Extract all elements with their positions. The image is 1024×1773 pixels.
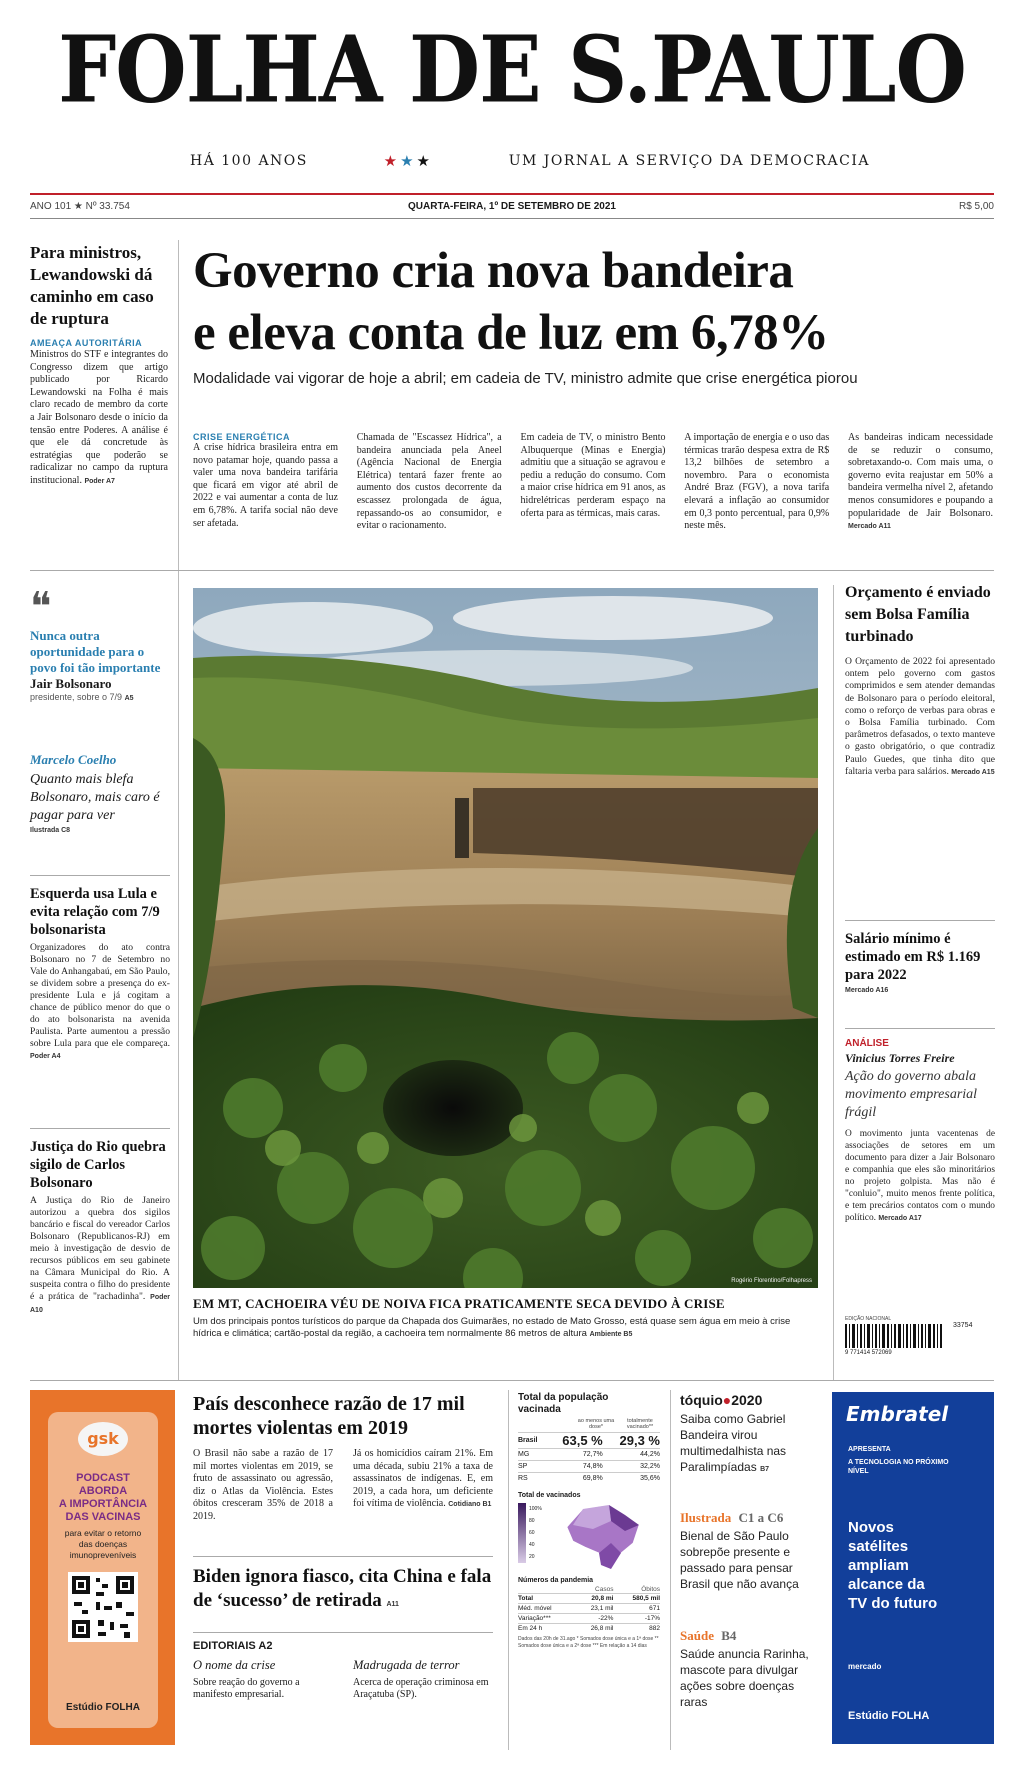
main-ref[interactable]: Mercado A11 xyxy=(848,523,891,531)
pandemic-cases: 26,8 mil xyxy=(590,1625,614,1632)
left-brief-headline[interactable]: Para ministros, Lewandowski dá caminho em caso de ruptura xyxy=(30,243,154,328)
editorials-label: EDITORIAIS A2 xyxy=(193,1640,273,1652)
qr-code-icon[interactable] xyxy=(68,1572,138,1642)
column-ref[interactable]: Ilustrada C8 xyxy=(30,827,71,834)
main-headline[interactable] xyxy=(193,240,993,364)
right-story1-ref[interactable]: Mercado A15 xyxy=(951,768,995,776)
gsk-ad-line6: das doenças xyxy=(78,1539,128,1549)
legend-label: 40 xyxy=(529,1542,535,1548)
barcode-top: EDIÇÃO NACIONAL xyxy=(845,1316,892,1322)
ilustrada-pages: C1 a C6 xyxy=(738,1510,784,1525)
main-story-columns xyxy=(193,432,993,534)
editorial2-title[interactable]: Madrugada de terror xyxy=(353,1658,460,1672)
main-col-4 xyxy=(684,432,829,534)
edition-number: ANO 101 ★ Nº 33.754 xyxy=(30,201,130,212)
divider xyxy=(30,1128,170,1129)
vaccine-row xyxy=(518,1433,660,1449)
barcode xyxy=(845,1316,995,1361)
legend-label: 60 xyxy=(529,1530,535,1536)
analysis-body: O movimento junta vacentenas de associações de setores em um documento para dizer a Jair Bolsonaro e companhia que eles são minoritários no projeto golpista. Mas não é "conluio", muito menos frente política, e tem precários contatos com o mundo político. Mercado A17 xyxy=(845,1129,995,1223)
bottom-section-rule xyxy=(30,1380,994,1381)
bottom-story1 xyxy=(193,1392,493,1524)
embratel-footer: Estúdio FOLHA xyxy=(848,1710,930,1722)
waterfall-canyon-photo xyxy=(193,588,818,1288)
analysis-block xyxy=(845,1038,995,1225)
divider xyxy=(845,920,995,921)
editorial2-body: Acerca de operação criminosa em Araçatuba (SP). xyxy=(353,1677,489,1700)
masthead-left-tag: HÁ 100 ANOS xyxy=(190,153,308,169)
barcode-icon xyxy=(845,1324,945,1348)
divider xyxy=(845,1028,995,1029)
left-story2 xyxy=(30,885,170,1063)
tokyo-block xyxy=(680,1392,820,1478)
tokyo-year: 2020 xyxy=(731,1392,763,1408)
vaccine-legend xyxy=(518,1503,548,1563)
dateline-rule xyxy=(30,218,994,219)
right-story2 xyxy=(845,930,995,994)
saude-block xyxy=(680,1628,820,1710)
main-deck: Modalidade vai vigorar de hoje a abril; em cadeia de TV, ministro admite que crise energética piorou xyxy=(193,370,858,387)
editorial1-body: Sobre reação do governo a manifesto empresarial. xyxy=(193,1677,300,1700)
pandemic-deaths: 580,5 mil xyxy=(632,1595,660,1602)
main-kicker: CRISE ENERGÉTICA xyxy=(193,432,291,442)
legend-label: 20 xyxy=(529,1554,535,1560)
main-col-text: A crise hídrica brasileira entra em novo patamar hoje, quando passa a valer uma nova bandeira tarifária que ficará em vigor até abril de 2022 e vai aumentar a conta de luz em 6,78%. A tarifa social não deve ser afetada. xyxy=(193,442,338,529)
analysis-label: ANÁLISE xyxy=(845,1038,889,1049)
legend-label: 100% xyxy=(529,1506,542,1512)
tokyo-ref: B7 xyxy=(760,1466,770,1473)
ilustrada-text[interactable]: Bienal de São Paulo sobrepõe presente e passado para pensar Brasil que não avança xyxy=(680,1529,799,1591)
tokyo-brand: tóquio xyxy=(680,1392,723,1408)
pandemic-row xyxy=(518,1614,660,1624)
gsk-logo-text: gsk xyxy=(87,1429,119,1448)
left-brief-ref[interactable]: Poder A7 xyxy=(84,477,115,485)
divider xyxy=(193,1556,493,1557)
bottom-story2-ref[interactable]: A11 xyxy=(386,1601,399,1608)
price: R$ 5,00 xyxy=(958,201,994,212)
main-col-text: Em cadeia de TV, o ministro Bento Albuquerque (Minas e Energia) admitiu que a situação se agravou e pediu a redução do consumo. Com a maior crise hídrica em 91 anos, as hidrelétricas perderam espaço na oferta para as térmicas, mais caras. xyxy=(520,432,666,519)
gsk-ad-line3: A IMPORTÂNCIA xyxy=(58,1498,148,1510)
pandemic-cases: 20,8 mi xyxy=(591,1595,614,1602)
photo-caption-body: Um dos principais pontos turísticos do parque da Chapada dos Guimarães, no estado de Mato Grosso, está quase sem água em meio à crise hídrica e climática; cartão-postal da região, a cachoeira tem normalmente 86 metros de altura Ambiente B5 xyxy=(193,1316,791,1339)
editorials xyxy=(193,1640,493,1701)
bottom-story2-headline[interactable]: Biden ignora fiasco, cita China e fala de ‘sucesso’ de retirada A11 xyxy=(193,1566,492,1611)
left-story2-body: Organizadores do ato contra Bolsonaro no 7 de Setembro no Vale do Anhangabaú, em São Paulo, se dividem sobre a presença do ex-presidente Lula e já cogitam a chance de público menor do que o do ato bolsonarista na avenida Paulista. Parte aumentou a pressão sobre Lula para que ele compareça. Poder A4 xyxy=(30,942,170,1060)
right-story1-headline[interactable]: Orçamento é enviado sem Bolsa Família turbinado xyxy=(845,584,991,645)
main-col-2 xyxy=(357,432,502,534)
section-rule xyxy=(30,570,994,571)
pandemic-label: Em 24 h xyxy=(518,1625,543,1632)
bottom-story1-headline[interactable]: País desconhece razão de 17 mil mortes violentas em 2019 xyxy=(193,1393,465,1439)
stars-icon: ★★★ xyxy=(383,152,433,170)
vaccine-place: RS xyxy=(518,1475,528,1482)
gsk-ad-line5: para evitar o retorno xyxy=(64,1528,142,1538)
embratel-ad[interactable] xyxy=(832,1392,994,1744)
left-story3 xyxy=(30,1138,170,1317)
divider xyxy=(193,1632,493,1633)
quote-mark-icon: ❝ xyxy=(30,584,52,630)
right-story1-body: O Orçamento de 2022 foi apresentado ontem pelo governo com gastos comprimidos e sem atender demandas de Bolsonaro para o período eleitoral, como o reforço de verbas para obras e o Bolsa Família turbinado. Com parâmetros defasados, o texto manteve o gasto obrigatório, o que contradiz Paulo Guedes, que tinha dito que faltaria verba para salários. Mercado A15 xyxy=(845,656,995,777)
analysis-ref[interactable]: Mercado A17 xyxy=(878,1215,922,1222)
pandemic-deaths: 882 xyxy=(649,1625,660,1632)
pandemic-head-cases: Casos xyxy=(595,1586,614,1593)
vaccine-dose2: 44,2% xyxy=(640,1451,660,1458)
main-col-text: Chamada de "Escassez Hídrica", a bandeira anunciada pela Aneel (Agência Nacional de Energia Elétrica) tentará fazer frente ao aumento dos custos decorrente da escassez prolongada de água, repassando-os ao consumidor, e evitar o racionamento. xyxy=(356,432,502,532)
divider xyxy=(30,875,170,876)
vaccine-row xyxy=(518,1461,660,1473)
barcode-number: 9 771414 572069 xyxy=(845,1350,892,1356)
vaccine-row xyxy=(518,1449,660,1461)
vaccine-row xyxy=(518,1473,660,1485)
column-author: Marcelo Coelho xyxy=(30,752,117,767)
column-divider xyxy=(670,1390,671,1750)
pandemic-row xyxy=(518,1594,660,1604)
gsk-ad-line7: imunopreveníveis xyxy=(69,1550,137,1560)
pandemic-head-deaths: Óbitos xyxy=(641,1586,660,1593)
main-headline-line1: Governo cria nova bandeira xyxy=(193,243,794,299)
vaccine-dose2: 32,2% xyxy=(640,1463,660,1470)
left-story3-ref[interactable]: Poder A10 xyxy=(30,1294,170,1314)
gsk-ad-card xyxy=(48,1412,158,1728)
bottom-story1-col2: Já os homicídios caíram 21%. Em uma década, subiu 21% a taxa de assassinatos de indígenas. E, em 2019, a cada hora, um deficiente foi vítima de violência. Cotidiano B1 xyxy=(353,1448,493,1510)
column-divider xyxy=(178,240,179,1380)
main-story xyxy=(193,240,993,387)
masthead-rule xyxy=(30,193,994,195)
quote-ref[interactable]: A5 xyxy=(124,695,134,702)
embratel-section: mercado xyxy=(848,1662,882,1671)
embratel-tag2: A TECNOLOGIA NO PRÓXIMO NÍVEL xyxy=(848,1459,949,1475)
pandemic-title: Números da pandemia xyxy=(518,1577,594,1584)
gsk-ad[interactable] xyxy=(30,1390,175,1745)
legend-label: 80 xyxy=(529,1518,535,1524)
brazil-map-icon[interactable] xyxy=(563,1503,643,1573)
edition-date: QUARTA-FEIRA, 1º DE SETEMBRO DE 2021 xyxy=(408,201,616,212)
left-story3-body: A Justiça do Rio de Janeiro autorizou a quebra dos sigilos bancário e fiscal do vereador Carlos Bolsonaro (Republicanos-RJ) em meio à investigação de desvio de recursos públicos em seu gabinete na Câmara Municipal do Rio. A suspeita contra o filho do presidente é a prática de "rachadinha". Poder A10 xyxy=(30,1195,170,1314)
pandemic-table xyxy=(518,1586,660,1633)
vaccine-col-head2: totalmente vacinado** xyxy=(626,1418,654,1430)
left-brief xyxy=(30,242,168,489)
pandemic-head-label xyxy=(518,1586,575,1594)
dateline xyxy=(30,200,994,216)
pandemic-cases: -22% xyxy=(598,1615,614,1622)
main-col-5 xyxy=(848,432,993,534)
vaccine-table xyxy=(518,1432,660,1484)
newspaper-title[interactable]: FOLHA DE S.PAULO xyxy=(58,16,966,124)
ilustrada-block xyxy=(680,1510,820,1592)
ilustrada-label: Ilustrada xyxy=(680,1510,732,1525)
gsk-logo xyxy=(78,1422,128,1456)
bottom-story2 xyxy=(193,1565,493,1617)
photo-caption xyxy=(193,1296,818,1341)
photo-caption-ref[interactable]: Ambiente B5 xyxy=(589,1331,633,1338)
left-story3-headline[interactable]: Justiça do Rio quebra sigilo de Carlos Bolsonaro xyxy=(30,1139,166,1191)
barcode-issue: 33754 xyxy=(953,1322,973,1329)
editorial1-title[interactable]: O nome da crise xyxy=(193,1658,276,1672)
quote-author: Jair Bolsonaro xyxy=(30,676,112,691)
column-divider xyxy=(508,1390,509,1750)
vaccine-dose1: 63,5 % xyxy=(562,1433,603,1448)
vaccine-col-head1: ao menos uma dose* xyxy=(577,1418,615,1430)
tokyo-text[interactable]: Saiba como Gabriel Bandeira virou multimedalhista nas Paralimpíadas B7 xyxy=(680,1412,787,1474)
left-brief-kicker: AMEAÇA AUTORITÁRIA xyxy=(30,338,143,348)
vaccine-dose2: 29,3 % xyxy=(619,1433,660,1448)
gsk-ad-line4: DAS VACINAS xyxy=(65,1511,141,1523)
analysis-author: Vinicius Torres Freire xyxy=(845,1051,955,1065)
main-photo[interactable] xyxy=(193,588,818,1288)
vaccine-box xyxy=(518,1392,660,1649)
embratel-headline: Novos satélites ampliam alcance da TV do futuro xyxy=(848,1519,938,1612)
gsk-ad-footer: Estúdio FOLHA xyxy=(66,1702,140,1713)
quote-block xyxy=(30,584,170,702)
column-block xyxy=(30,752,170,834)
quote-role: presidente, sobre o 7/9 xyxy=(30,692,123,702)
vaccine-place: SP xyxy=(518,1463,528,1470)
analysis-title[interactable]: Ação do governo abala movimento empresarial frágil xyxy=(845,1069,978,1120)
main-col-text: As bandeiras indicam necessidade de se reduzir o consumo, sobretaxando-o. Com mais uma, o governo evita reajustar em 50% a bandeira vermelha nível 2, afetando menos consumidores e poupando a popularidade de Jair Bolsonaro. Mercado A11 xyxy=(848,432,993,531)
bottom-story1-col1: O Brasil não sabe a razão de 17 mil mortes violentas em 2019, se fruto de assassinato ou agressão, diz o Atlas da Violência. Estes óbitos cresceram 35% de 2018 a 2019. xyxy=(193,1448,333,1522)
gsk-ad-line1: PODCAST xyxy=(76,1472,130,1484)
column-text[interactable]: Quanto mais blefa Bolsonaro, mais caro é pagar para ver xyxy=(30,772,160,823)
masthead xyxy=(0,16,1024,170)
column-divider xyxy=(833,585,834,1380)
vaccine-dose2: 35,6% xyxy=(640,1475,660,1482)
saude-text[interactable]: Saúde anuncia Rarinha, mascote para divulgar ações sobre doenças raras xyxy=(680,1647,809,1709)
vaccine-dose1: 72,7% xyxy=(582,1451,603,1458)
photo-caption-title: EM MT, CACHOEIRA VÉU DE NOIVA FICA PRATICAMENTE SECA DEVIDO À CRISE xyxy=(193,1296,725,1311)
vaccine-title: Total da população vacinada xyxy=(518,1392,609,1415)
left-brief-body: Ministros do STF e integrantes do Congresso dizem que artigo publicado por Ricardo Lewandowski na Folha é mais claro recado de membro da corte a Jair Bolsonaro desde o início da tensão entre Poderes. A análise é que ele dá concretude às estratégias que poderão se radicalizar no campo da ruptura institucional. Poder A7 xyxy=(30,349,168,486)
embratel-logo: Embratel xyxy=(846,1402,949,1426)
bottom-story1-ref[interactable]: Cotidiano B1 xyxy=(448,1501,492,1509)
vaccine-notes: Dados das 20h de 31.ago * Somados dose única e a 1ª dose ** Somados dose única e a 2ª dose *** Em relação a 14 dias xyxy=(518,1636,659,1649)
masthead-right-tag: UM JORNAL A SERVIÇO DA DEMOCRACIA xyxy=(508,153,870,169)
vaccine-dose1: 74,8% xyxy=(582,1463,603,1470)
embratel-tag1: APRESENTA xyxy=(848,1446,891,1453)
right-story2-ref[interactable]: Mercado A16 xyxy=(845,987,889,994)
pandemic-label: Méd. móvel xyxy=(518,1605,552,1612)
pandemic-deaths: 671 xyxy=(649,1605,660,1612)
pandemic-cases: 23,1 mil xyxy=(590,1605,614,1612)
pandemic-label: Variação*** xyxy=(518,1615,551,1622)
vaccine-place: MG xyxy=(518,1451,530,1458)
main-col-3 xyxy=(521,432,666,534)
pandemic-row xyxy=(518,1604,660,1614)
right-story2-headline[interactable]: Salário mínimo é estimado em R$ 1.169 para 2022 xyxy=(845,931,981,983)
pandemic-label: Total xyxy=(518,1595,534,1602)
main-col-text: A importação de energia e o uso das térmicas trarão despesa extra de R$ 13,2 bilhões de setembro a novembro. Para o economista André Braz (FGV), a nova tarifa elevará a inflação ao consumidor em 0,3 ponto percentual, para 0,9% neste mês. xyxy=(684,432,830,532)
right-story1 xyxy=(845,582,995,779)
left-story2-headline[interactable]: Esquerda usa Lula e evita relação com 7/9 bolsonarista xyxy=(30,886,160,938)
main-col-1 xyxy=(193,432,338,534)
tokyo-dot-icon: ● xyxy=(722,1392,732,1408)
left-story2-ref[interactable]: Poder A4 xyxy=(30,1053,61,1060)
saude-label: Saúde xyxy=(680,1628,714,1643)
pandemic-deaths: -17% xyxy=(644,1615,660,1622)
pandemic-row xyxy=(518,1624,660,1634)
gsk-ad-line2: ABORDA xyxy=(78,1485,128,1497)
saude-page: B4 xyxy=(721,1628,737,1643)
vaccine-map-title: Total de vacinados xyxy=(518,1492,581,1499)
main-headline-line2: e eleva conta de luz em 6,78% xyxy=(193,305,829,361)
vaccine-dose1: 69,8% xyxy=(582,1475,603,1482)
quote-text: Nunca outra oportunidade para o povo foi tão importante xyxy=(30,628,161,675)
vaccine-place: Brasil xyxy=(518,1437,538,1444)
photo-credit: Rogério Florentino/Folhapress xyxy=(731,1278,812,1284)
